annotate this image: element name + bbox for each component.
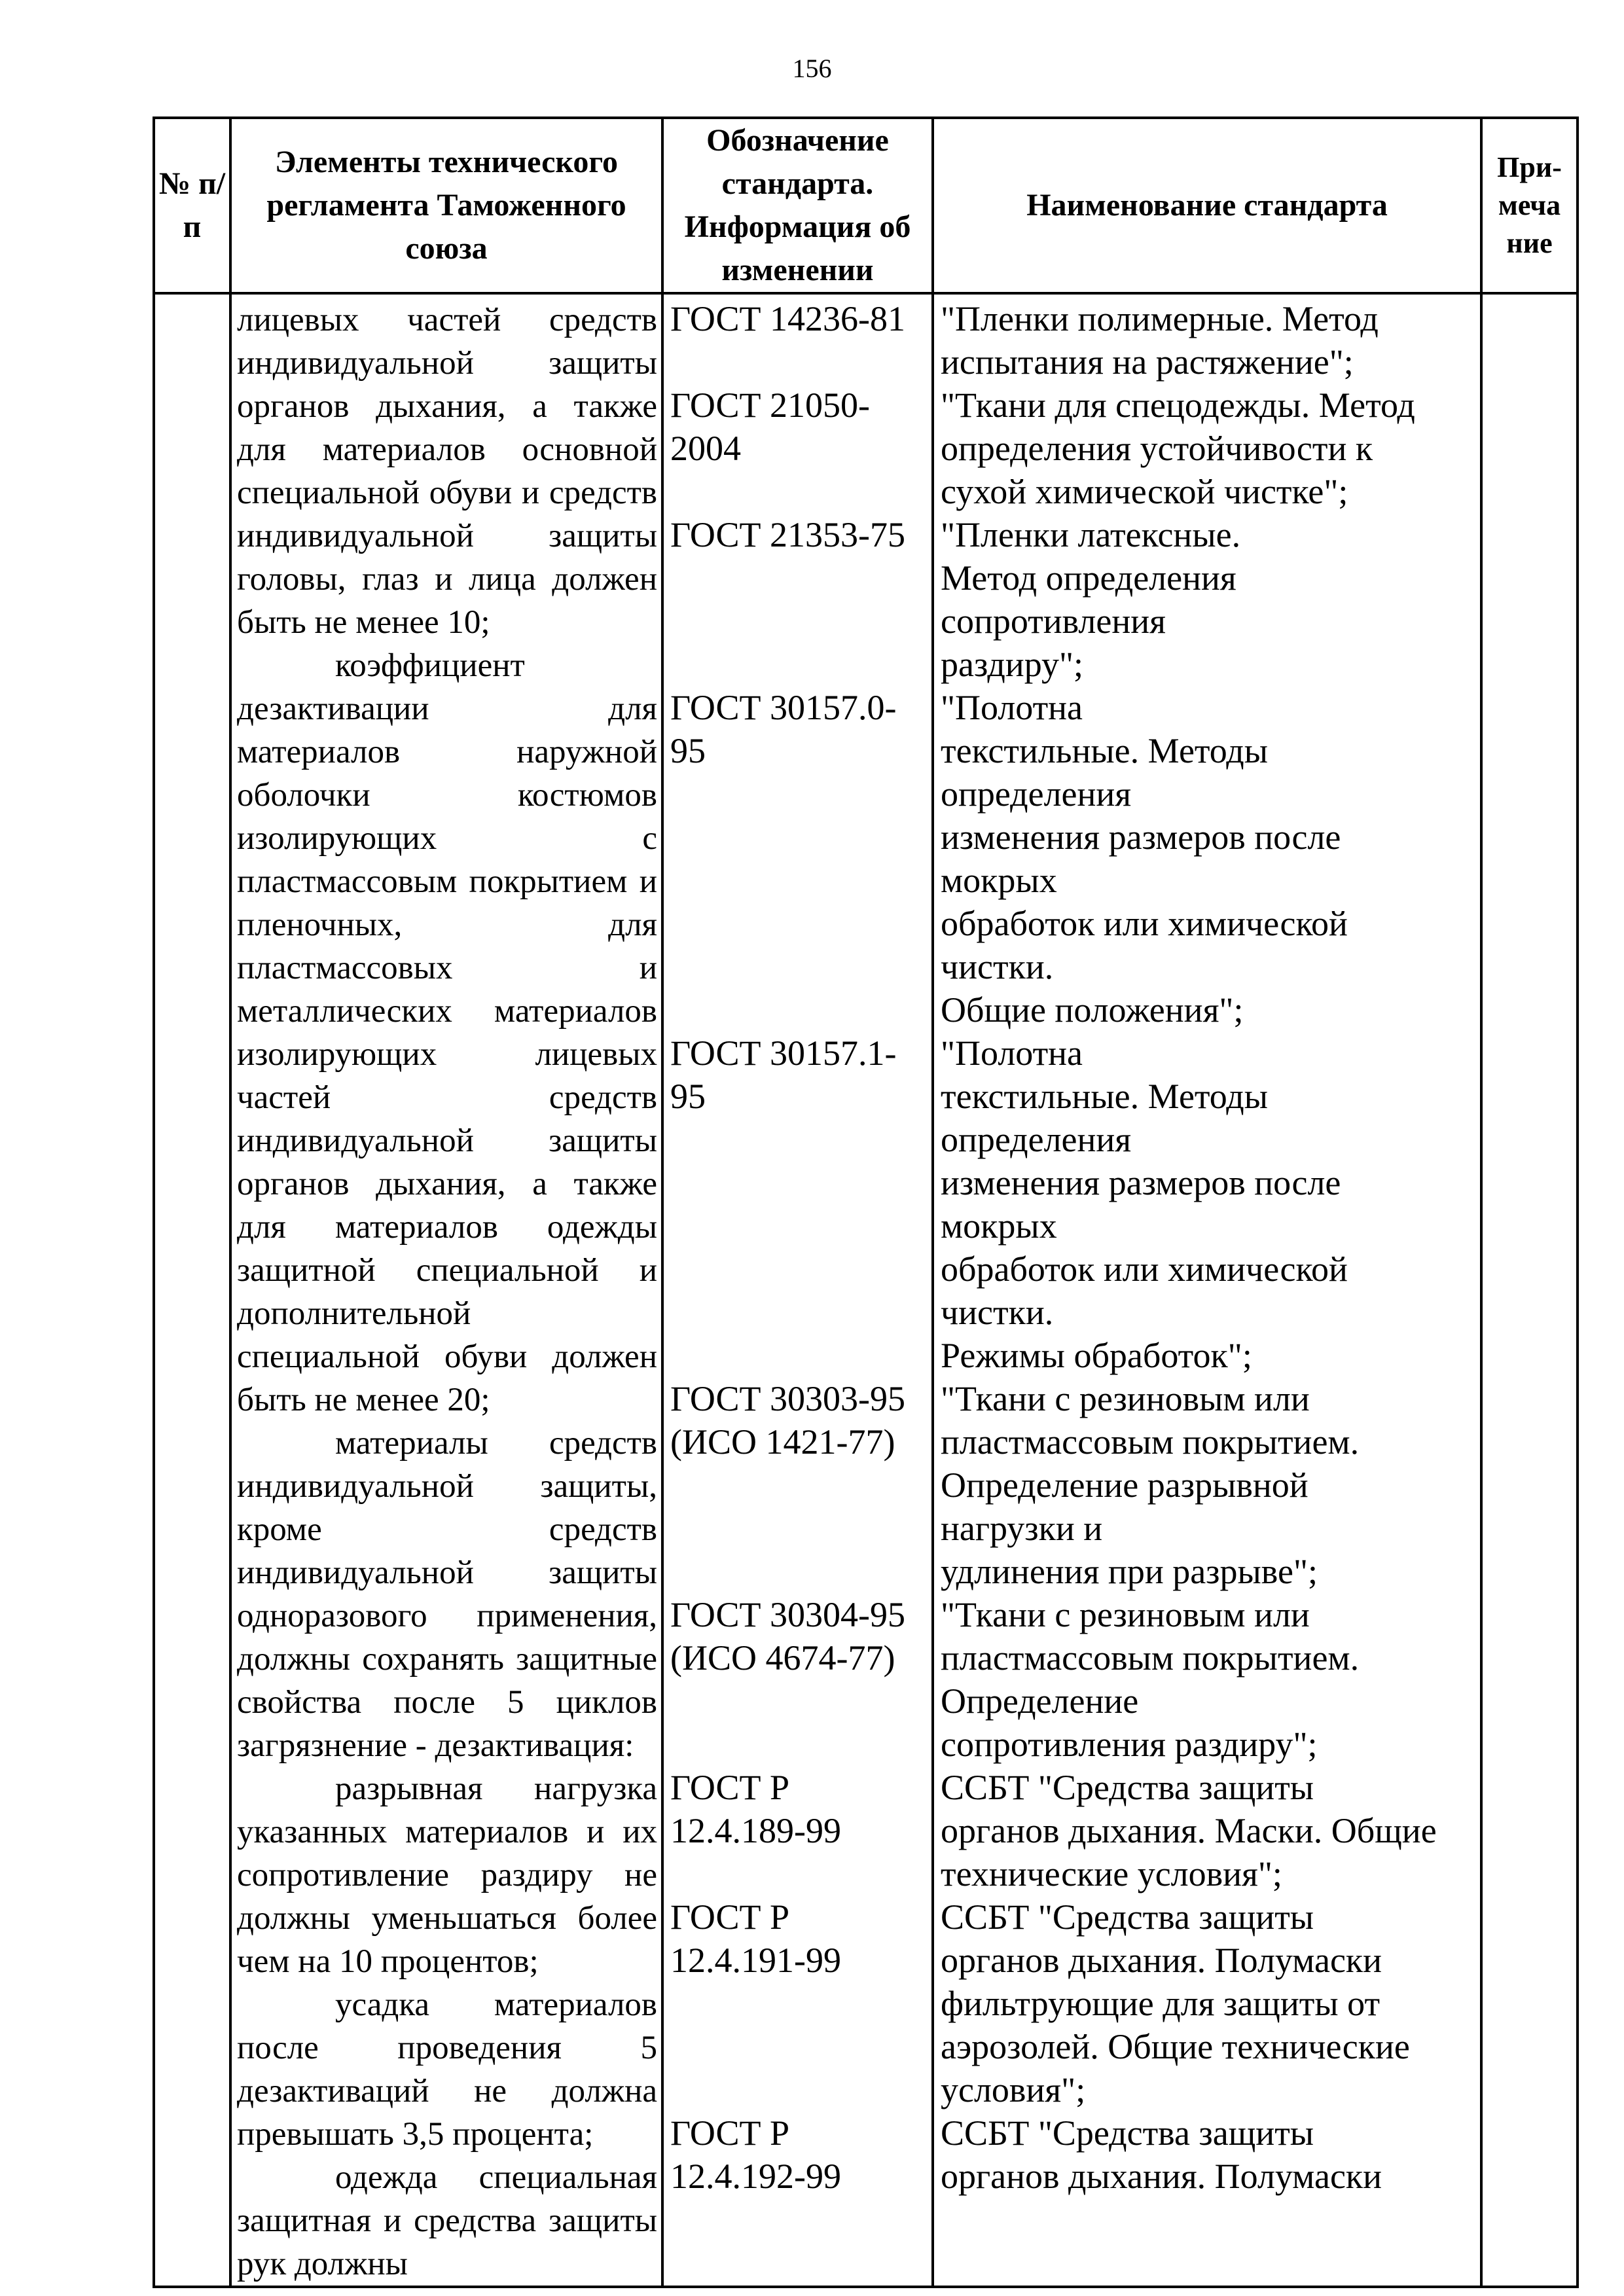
standard-name [941,1766,1475,1895]
standard-code [670,1895,926,1982]
standard-name-line: "Ткани для спецодежды. Метод [941,386,1415,425]
standard-name [941,1031,1475,1377]
standard-name-line: "Полотна [941,688,1083,727]
standard-name [941,2111,1475,2198]
standard-name-line: пластмассовым покрытием. [941,1422,1360,1462]
standard-code [670,1031,926,1118]
standard-code [670,297,926,340]
standard-name-line: нагрузки и [941,1509,1103,1548]
standard-name-line: "Пленки полимерные. Метод [941,299,1379,338]
header-standard-name: Наименование стандарта [933,118,1481,293]
page-number: 156 [792,54,832,83]
elements-paragraph: усадка материалов после проведения 5 дезактиваций не должна превышать 3,5 процента; [237,1986,657,2153]
row-number-cell [154,293,230,2287]
table-row [154,293,1578,2287]
standard-code [670,686,926,772]
elements-paragraph: лицевых частей средств индивидуальной защиты органов дыхания, а также для материалов основной специальной обуви и средств индивидуальной защиты головы, глаз и лица должен быть не менее 10; [237,302,657,641]
standard-name [941,1377,1475,1593]
standard-code-line: ГОСТ Р [670,2113,790,2153]
standard-code [670,513,926,556]
standard-code [670,1766,926,1852]
standard-name-line: Определение разрывной [941,1465,1308,1505]
standard-code-line: 12.4.192-99 [670,2157,841,2196]
standard-name-line: органов дыхания. Маски. Общие [941,1811,1437,1850]
elements-paragraph: материалы средств индивидуальной защиты, кроме средств индивидуальной защиты одноразового применения, должны сохранять защитные свойства после 5 циклов загрязнение - дезактивация: [237,1425,657,1764]
standard-code-line: 12.4.189-99 [670,1811,841,1850]
standard-name-line: Режимы обработок"; [941,1336,1252,1375]
standard-code-line: ГОСТ 14236-81 [670,299,906,338]
standard-name-line: текстильные. Методы [941,731,1269,770]
standard-code [670,1377,926,1463]
standard-name-line: "Полотна [941,1033,1083,1073]
standard-name-line: "Пленки латексные. [941,515,1241,554]
standard-name-line: Метод определения [941,558,1236,598]
standard-code-line: ГОСТ 30304-95 [670,1595,906,1634]
table-header-row [154,118,1578,293]
standard-code [670,2111,926,2198]
standard-name-line: изменения размеров после [941,817,1341,857]
standard-name-line: сопротивления раздиру"; [941,1725,1318,1764]
header-note: При-меча ние [1481,118,1578,293]
elements-paragraph: разрывная нагрузка указанных материалов и их сопротивление раздиру не должны уменьшаться более чем на 10 процентов; [237,1770,657,1980]
standard-name-line: определения [941,774,1132,814]
standard-name-line: "Ткани с резиновым или [941,1379,1310,1418]
standard-code-line: ГОСТ 30157.1- [670,1033,897,1073]
standard-name-line: условия"; [941,2070,1086,2109]
standard-name-line: чистки. [941,947,1054,986]
header-number: № п/п [154,118,230,293]
elements-cell [230,293,662,2287]
standard-name-line: обработок или химической [941,1249,1348,1289]
standard-name-line: удлинения при разрыве"; [941,1552,1318,1591]
standard-name-line: сухой химической чистке"; [941,472,1348,511]
standard-code-line: ГОСТ 21353-75 [670,515,906,554]
standard-code-line: 95 [670,731,706,770]
standards-table [153,117,1579,2288]
standard-name [941,513,1475,686]
standard-name-line: текстильные. Методы [941,1077,1269,1116]
standard-name-line: испытания на растяжение"; [941,342,1354,382]
header-elements: Элементы технического регламента Таможенного союза [230,118,662,293]
standard-name [941,1593,1475,1766]
standard-code-line: ГОСТ Р [670,1897,790,1937]
standard-name [941,384,1475,513]
standard-code-line: (ИСО 1421-77) [670,1422,895,1462]
standard-code-line: (ИСО 4674-77) [670,1638,895,1677]
standard-name-line: Определение [941,1681,1139,1721]
standard-code-line: 95 [670,1077,706,1116]
standard-name-line: изменения размеров после [941,1163,1341,1202]
standard-code-line: ГОСТ 21050- [670,386,871,425]
standard-name-line: мокрых [941,861,1057,900]
designation-cell [662,293,933,2287]
standard-code-line: ГОСТ Р [670,1768,790,1807]
standard-name-line: сопротивления [941,601,1166,641]
note-cell [1481,293,1578,2287]
standard-name-line: определения [941,1120,1132,1159]
elements-paragraph: коэффициент дезактивации для материалов наружной оболочки костюмов изолирующих с пластмассовым покрытием и пленочных, для пластмассовых и металлических материалов изолирующих лицевых частей средств индивидуальной защиты органов дыхания, а также для материалов одежды защитной специальной и дополнительной специальной обуви должен быть не менее 20; [237,647,657,1418]
standard-name-line: органов дыхания. Полумаски [941,1941,1382,1980]
standard-name-line: мокрых [941,1206,1057,1246]
standard-name [941,1895,1475,2111]
standard-code-line: 12.4.191-99 [670,1941,841,1980]
standard-code-line: ГОСТ 30157.0- [670,688,897,727]
standard-name-cell [933,293,1481,2287]
standard-code [670,384,926,470]
standard-name-line: Общие положения"; [941,990,1244,1030]
standard-name-line: ССБТ "Средства защиты [941,1768,1314,1807]
header-designation: Обозначение стандарта. Информация об изменении [662,118,933,293]
standard-name-line: пластмассовым покрытием. [941,1638,1360,1677]
standard-name [941,686,1475,1031]
standard-code-line: 2004 [670,429,741,468]
standard-name-line: аэрозолей. Общие технические [941,2027,1410,2066]
standard-code [670,1593,926,1679]
elements-paragraph: одежда специальная защитная и средства защиты рук должны [237,2159,657,2282]
standard-name-line: органов дыхания. Полумаски [941,2157,1382,2196]
standard-name-line: раздиру"; [941,645,1084,684]
standard-name-line: определения устойчивости к [941,429,1373,468]
standard-name-line: ССБТ "Средства защиты [941,2113,1314,2153]
standard-name-line: технические условия"; [941,1854,1282,1893]
standard-name-line: чистки. [941,1293,1054,1332]
standard-name [941,297,1475,384]
standard-name-line: "Ткани с резиновым или [941,1595,1310,1634]
standard-code-line: ГОСТ 30303-95 [670,1379,906,1418]
standard-name-line: обработок или химической [941,904,1348,943]
standard-name-line: ССБТ "Средства защиты [941,1897,1314,1937]
standard-name-line: фильтрующие для защиты от [941,1984,1380,2023]
